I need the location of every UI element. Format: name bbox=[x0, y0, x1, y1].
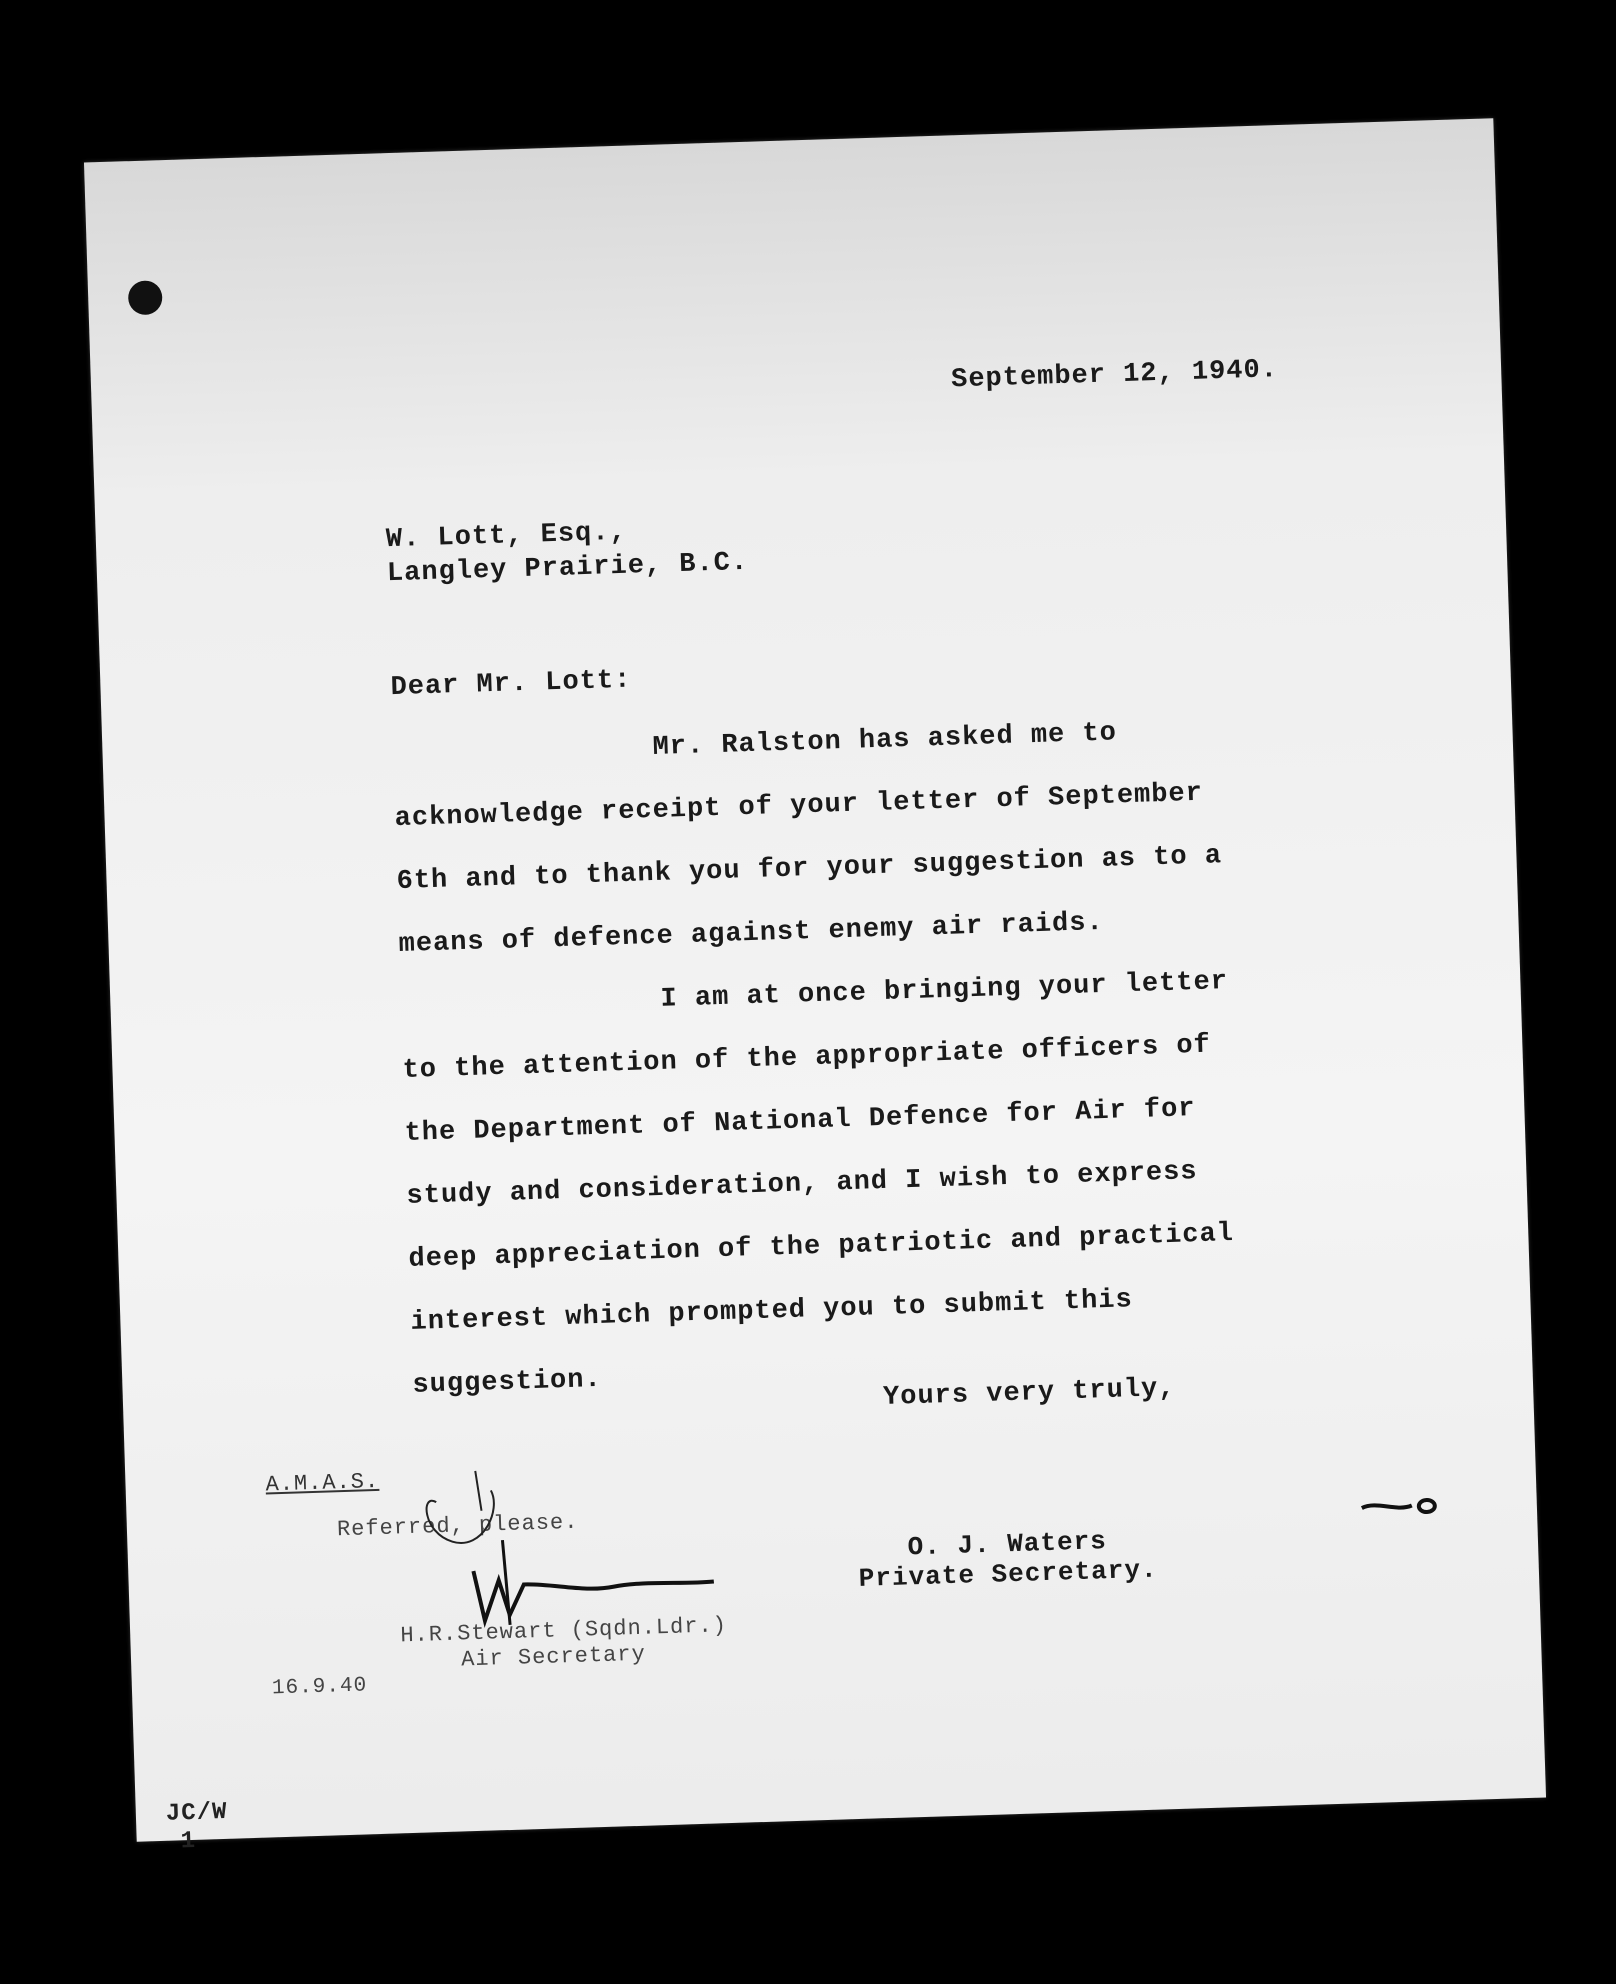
letter-date: September 12, 1940. bbox=[950, 355, 1279, 396]
annotation-signer-title: Air Secretary bbox=[460, 1641, 647, 1673]
body-paragraph-2: I am at once bringing your letter to the attention of the appropriate officers of the Department of National Defence for Air for study and consideration, and I wish to express deep appreciation of the patriotic and practical interest which prompted you to submit this suggestion. bbox=[402, 967, 1235, 1401]
file-reference-number: 1 bbox=[180, 1827, 197, 1856]
annotation-signer: H.R.Stewart (Sqdn.Ldr.) bbox=[400, 1613, 728, 1649]
file-reference bbox=[165, 1799, 228, 1857]
recipient-name: W. Lott, Esq., bbox=[385, 517, 628, 556]
handwritten-signature bbox=[380, 1443, 746, 1654]
letter-body bbox=[392, 698, 1273, 1418]
ink-blot bbox=[128, 280, 163, 315]
closing: Yours very truly, bbox=[882, 1373, 1176, 1414]
letter-page bbox=[84, 118, 1546, 1856]
file-reference-code: JC/W bbox=[165, 1798, 228, 1828]
body-paragraph-1: Mr. Ralston has asked me to acknowledge receipt of your letter of September 6th and to thank you for your suggestion as to a means of defence against enemy air raids. bbox=[394, 718, 1223, 961]
recipient-address bbox=[385, 512, 748, 591]
pen-mark bbox=[1356, 1490, 1447, 1523]
signature-block bbox=[857, 1525, 1158, 1594]
annotation-date: 16.9.40 bbox=[271, 1674, 368, 1701]
signatory-name: O. J. Waters bbox=[907, 1526, 1108, 1563]
recipient-location: Langley Prairie, B.C. bbox=[386, 547, 749, 590]
annotation-addressee: A.M.A.S. bbox=[265, 1468, 380, 1498]
annotation-note: Referred, please. bbox=[336, 1509, 579, 1543]
salutation: Dear Mr. Lott: bbox=[390, 665, 632, 704]
signatory-title: Private Secretary. bbox=[858, 1554, 1159, 1594]
